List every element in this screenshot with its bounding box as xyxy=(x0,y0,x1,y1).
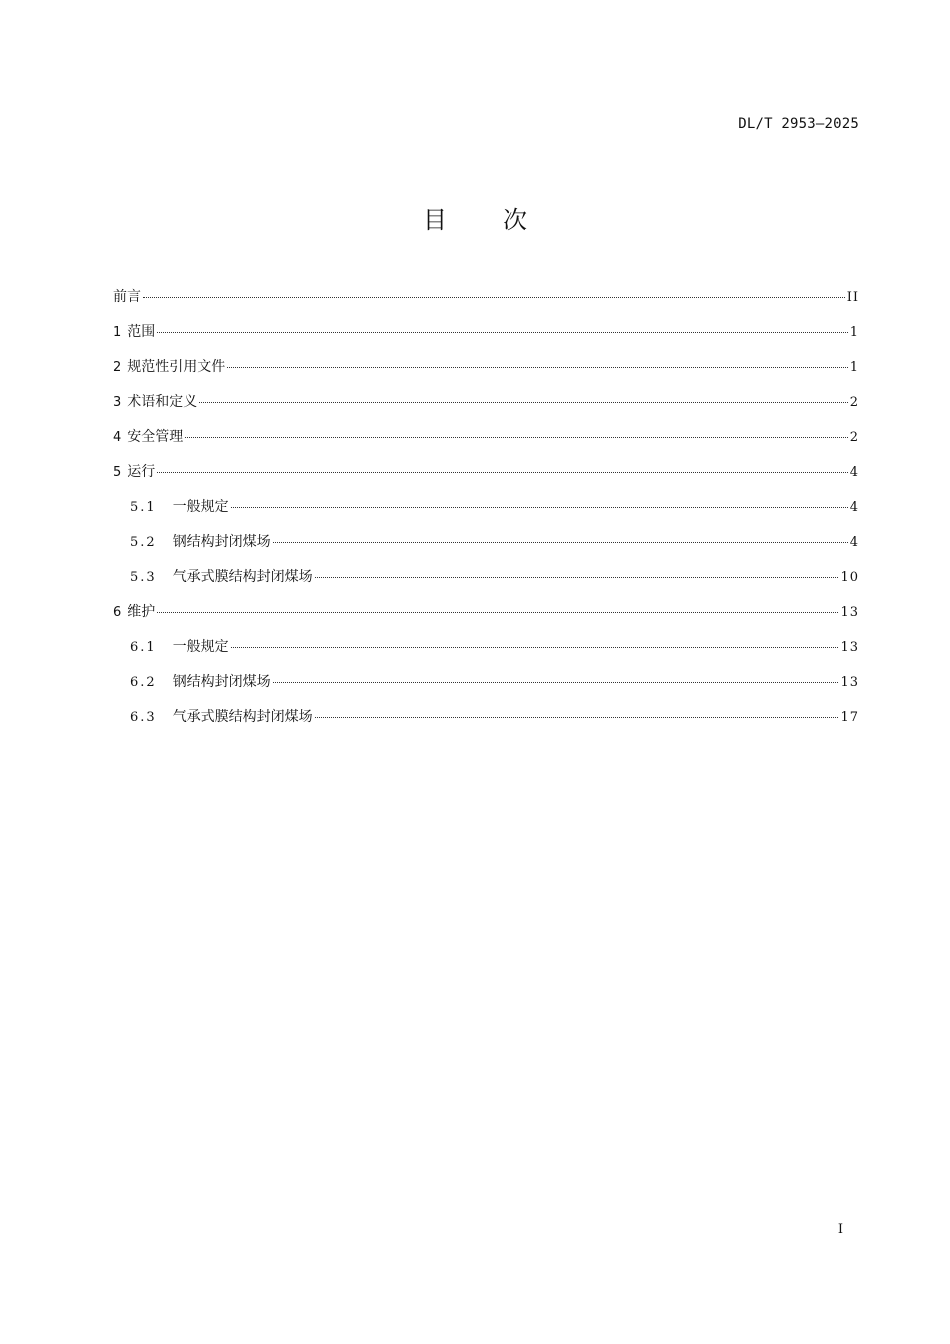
toc-leader-dots xyxy=(273,542,848,543)
toc-entry-6-1[interactable] xyxy=(113,636,859,671)
toc-leader-dots xyxy=(315,577,839,578)
toc-entry-page: 2 xyxy=(849,395,859,410)
toc-entry-number: 6.3 xyxy=(130,710,157,725)
toc-entry-text: 范围 xyxy=(127,324,156,340)
toc-entry-3[interactable] xyxy=(113,391,859,426)
toc-entry-text: 安全管理 xyxy=(127,429,184,445)
toc-entry-number: 6.1 xyxy=(130,640,157,655)
toc-entry-5-2[interactable] xyxy=(113,531,859,566)
toc-leader-dots xyxy=(157,612,838,613)
toc-entry-number: 2 xyxy=(113,360,122,375)
toc-entry-number: 4 xyxy=(113,430,122,445)
toc-leader-dots xyxy=(157,332,847,333)
toc-title: 目次 xyxy=(423,206,583,234)
toc-entry-page: 4 xyxy=(849,465,859,480)
toc-entry-page: 1 xyxy=(849,325,859,340)
toc-entry-6-3[interactable] xyxy=(113,706,859,741)
toc-leader-dots xyxy=(227,367,847,368)
toc-leader-dots xyxy=(199,402,847,403)
toc-entry-4[interactable] xyxy=(113,426,859,461)
toc-entry-text: 气承式膜结构封闭煤场 xyxy=(172,709,313,725)
toc-entry-page: 4 xyxy=(849,535,859,550)
toc-entry-page: 10 xyxy=(840,570,859,585)
toc-entry-text: 运行 xyxy=(127,464,156,480)
toc-entry-number: 5.2 xyxy=(130,535,157,550)
toc-entry-page: II xyxy=(846,290,859,305)
toc-leader-dots xyxy=(315,717,839,718)
toc-entry-text: 术语和定义 xyxy=(127,394,198,410)
toc-entry-number: 3 xyxy=(113,395,122,410)
page-number: I xyxy=(837,1222,843,1237)
toc-entry-number: 6 xyxy=(113,605,122,620)
toc-entry-page: 13 xyxy=(840,640,859,655)
toc-entry-number: 5 xyxy=(113,465,122,480)
toc-entry-number: 5.3 xyxy=(130,570,157,585)
toc-entry-text: 前言 xyxy=(113,289,141,305)
toc-entry-6[interactable] xyxy=(113,601,859,636)
standard-code: DL/T 2953—2025 xyxy=(738,116,859,132)
toc-entry-page: 4 xyxy=(849,500,859,515)
toc-entry-text: 一般规定 xyxy=(172,639,229,655)
toc-leader-dots xyxy=(157,472,847,473)
toc-leader-dots xyxy=(231,507,848,508)
toc-leader-dots xyxy=(143,297,845,298)
toc-entry-2[interactable] xyxy=(113,356,859,391)
toc-entry-page: 1 xyxy=(849,360,859,375)
toc-entry-number: 6.2 xyxy=(130,675,157,690)
toc-entry-page: 13 xyxy=(840,675,859,690)
toc-entry-page: 17 xyxy=(840,710,859,725)
toc-entry-page: 2 xyxy=(849,430,859,445)
toc-entry-5-1[interactable] xyxy=(113,496,859,531)
toc-leader-dots xyxy=(231,647,839,648)
toc-entry-text: 气承式膜结构封闭煤场 xyxy=(172,569,313,585)
toc-leader-dots xyxy=(185,437,847,438)
toc-entry-6-2[interactable] xyxy=(113,671,859,706)
toc-entry-text: 维护 xyxy=(127,604,156,620)
toc-leader-dots xyxy=(273,682,839,683)
toc-entry-5[interactable] xyxy=(113,461,859,496)
toc-entry-1[interactable] xyxy=(113,321,859,356)
toc-entry-text: 钢结构封闭煤场 xyxy=(172,674,271,690)
toc-entry-text: 一般规定 xyxy=(172,499,229,515)
toc-entry-5-3[interactable] xyxy=(113,566,859,601)
table-of-contents xyxy=(113,286,859,741)
toc-entry-number: 1 xyxy=(113,325,122,340)
toc-entry-page: 13 xyxy=(840,605,859,620)
toc-entry-number: 5.1 xyxy=(130,500,157,515)
toc-entry-text: 规范性引用文件 xyxy=(127,359,226,375)
toc-entry-text: 钢结构封闭煤场 xyxy=(172,534,271,550)
toc-entry-foreword[interactable] xyxy=(113,286,859,321)
